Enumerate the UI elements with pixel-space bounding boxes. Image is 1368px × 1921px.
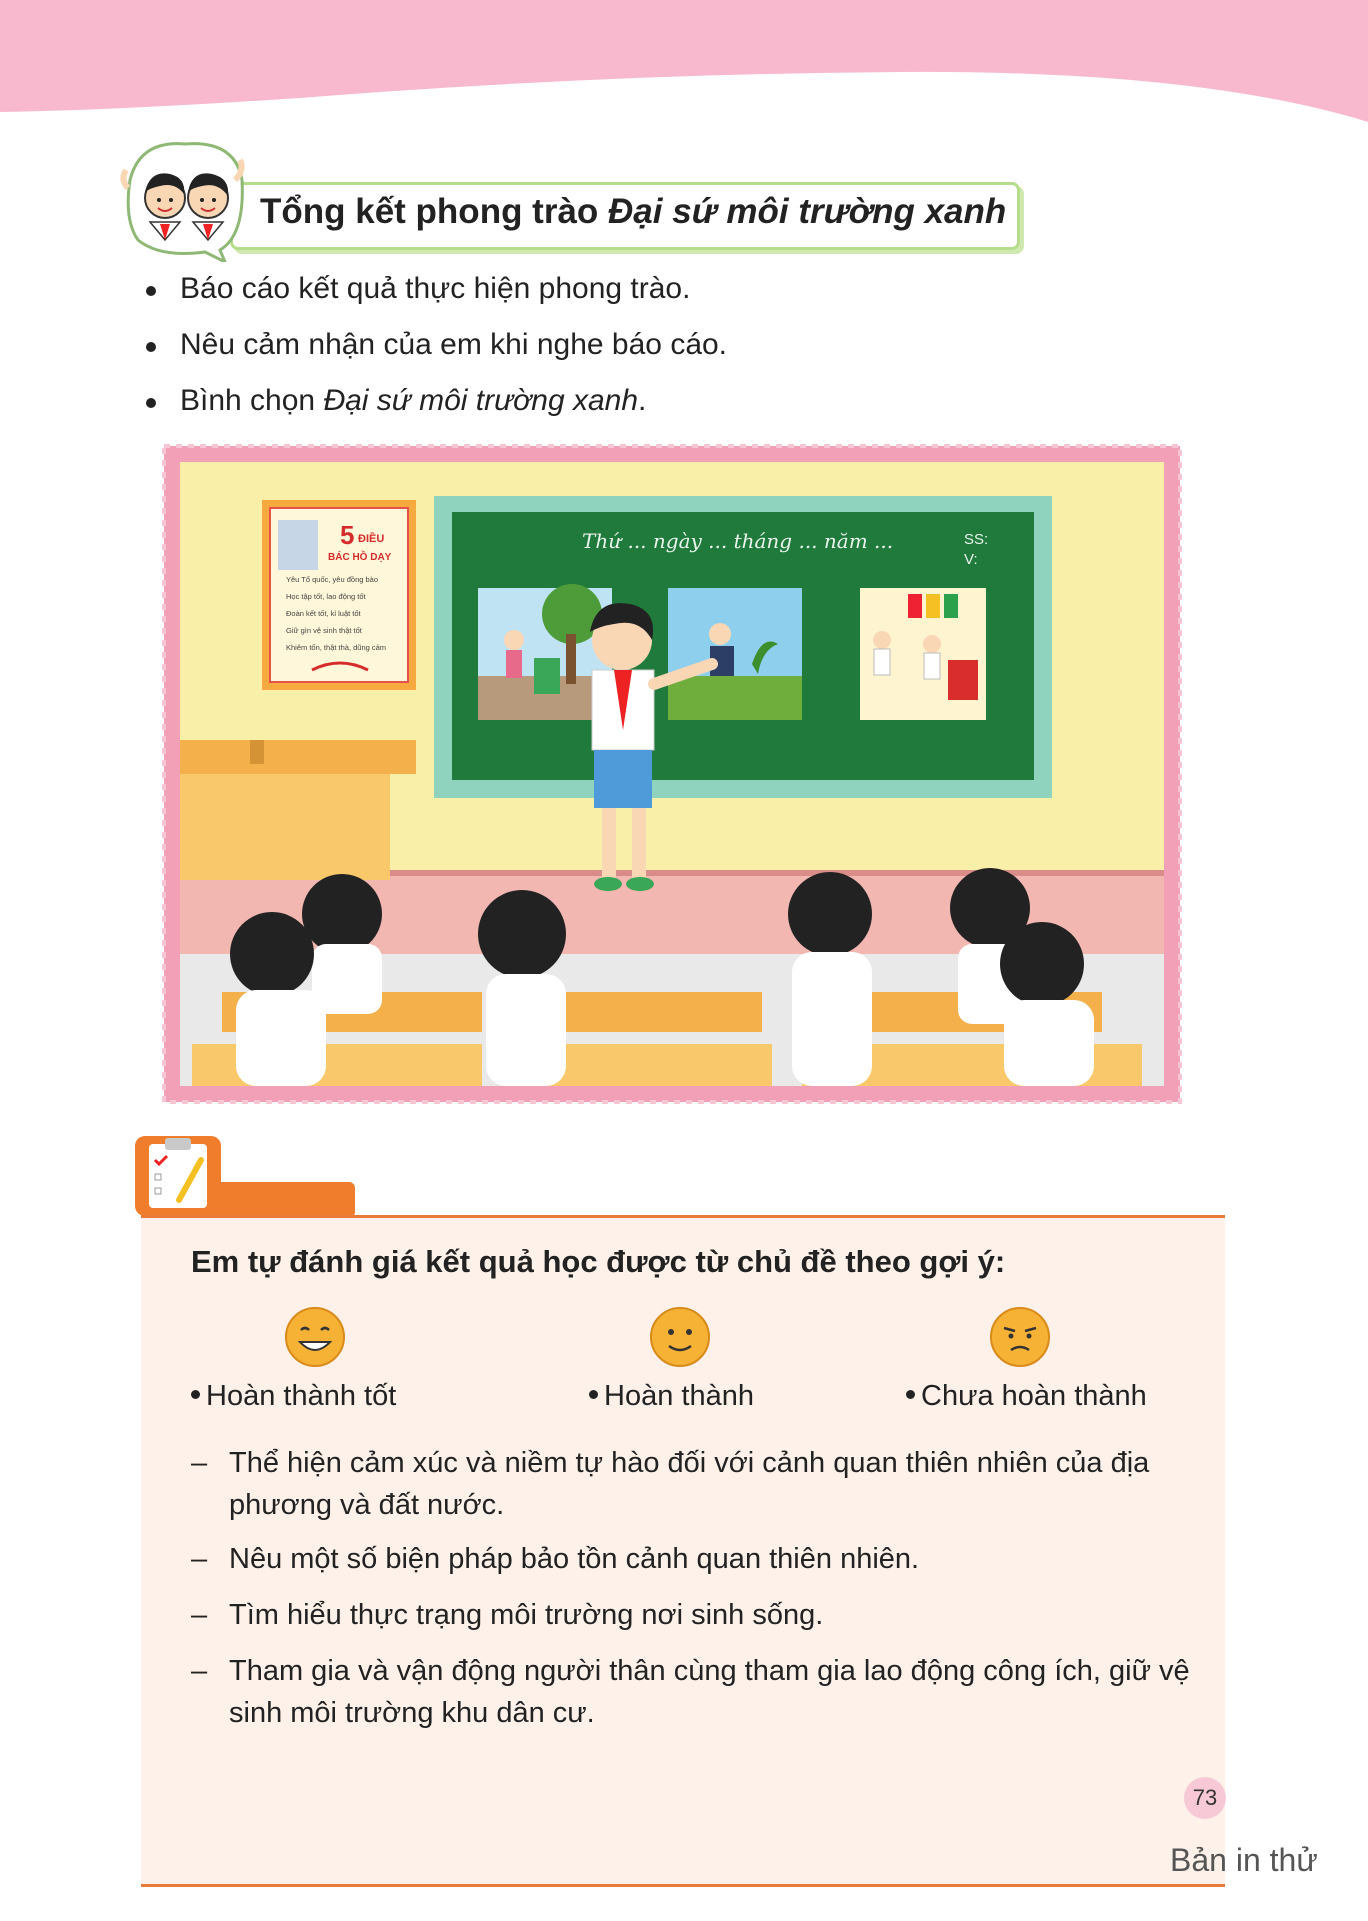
draft-label: Bản in thử: [1170, 1842, 1318, 1878]
poster-line: Giữ gìn vệ sinh thật tốt: [286, 626, 362, 635]
list-item: Báo cáo kết quả thực hiện phong trào.: [140, 270, 1190, 326]
checklist-icon: [135, 1130, 355, 1215]
poster-line: Yêu Tổ quốc, yêu đồng bào: [286, 575, 379, 584]
top-wave-banner: [0, 0, 1368, 130]
criteria-item: – Thể hiện cảm xúc và niềm tự hào đối với cảnh quan thiên nhiên của địa phương và đất nước.: [191, 1447, 1150, 1521]
happy-face-icon: [284, 1306, 346, 1368]
criteria-item: – Tìm hiểu thực trạng môi trường nơi sinh sống.: [191, 1599, 824, 1631]
level-completed-well: Hoàn thành tốt: [191, 1380, 396, 1413]
chalkboard: [434, 496, 1052, 798]
list-item: Bình chọn Đại sứ môi trường xanh.: [140, 382, 1190, 438]
classroom-illustration: [162, 444, 1182, 1104]
smile-face-icon: [649, 1306, 711, 1368]
student-mascot-icon: [120, 140, 250, 262]
board-v: V:: [964, 551, 978, 568]
level-not-completed: Chưa hoàn thành: [906, 1380, 1147, 1413]
poster-line: Khiêm tốn, thật thà, dũng cảm: [286, 643, 387, 652]
level-completed: Hoàn thành: [589, 1380, 754, 1413]
poster-title-a: ĐIỀU: [358, 533, 385, 545]
poster-line: Học tập tốt, lao động tốt: [286, 592, 366, 601]
board-ss: SS:: [964, 531, 989, 548]
worried-face-icon: [989, 1306, 1051, 1368]
poster-five-teachings: [262, 500, 416, 690]
teacher-desk: [180, 740, 416, 880]
evaluation-box: [141, 1215, 1225, 1887]
list-item: Nêu cảm nhận của em khi nghe báo cáo.: [140, 326, 1190, 382]
activity-list: [140, 270, 1190, 438]
poster-title-b: BÁC HỒ DẠY: [328, 552, 392, 563]
section-header: [120, 140, 1040, 265]
criteria-item: – Nêu một số biện pháp bảo tồn cảnh quan thiên nhiên.: [191, 1543, 920, 1575]
poster-line: Đoàn kết tốt, kỉ luật tốt: [286, 609, 361, 618]
criteria-item: – Tham gia và vận động người thân cùng tham gia lao động công ích, giữ vệ sinh môi trường khu dân cư.: [191, 1655, 1190, 1729]
poster-number: 5: [340, 520, 355, 550]
board-date: Thứ ... ngày ... tháng ... năm ...: [582, 529, 894, 553]
page-number: 73: [1184, 1777, 1226, 1819]
evaluation-heading: Em tự đánh giá kết quả học được từ chủ đề theo gợi ý:: [191, 1244, 1006, 1279]
self-evaluation-section: [135, 1130, 1225, 1760]
section-title: Tổng kết phong trào Đại sứ môi trường xanh: [260, 192, 1007, 231]
